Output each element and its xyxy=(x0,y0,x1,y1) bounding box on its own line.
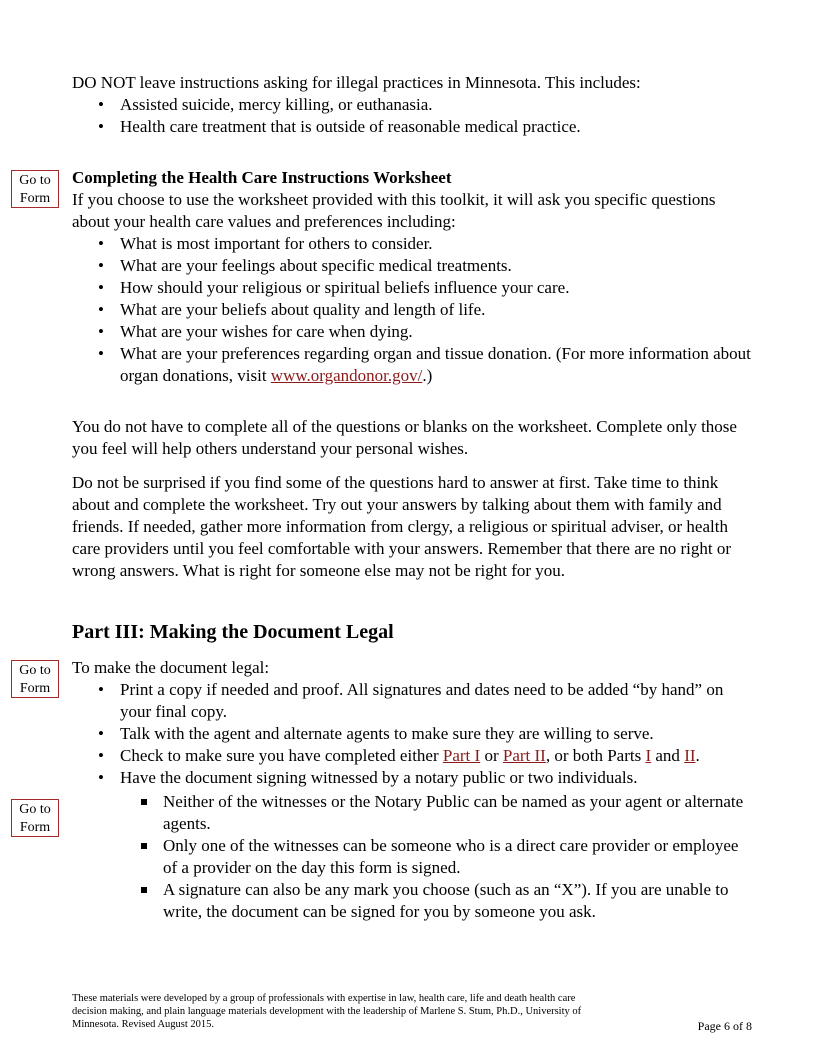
list-item: • Talk with the agent and alternate agents to make sure they are willing to serve. xyxy=(72,723,752,745)
go-to-form-label: Form xyxy=(19,681,51,696)
go-to-form-button[interactable] xyxy=(11,799,59,837)
list-item: • What are your beliefs about quality and length of life. xyxy=(72,299,752,321)
part-1-short-link[interactable]: I xyxy=(645,746,652,765)
list-item xyxy=(72,745,752,767)
list-item: • Assisted suicide, mercy killing, or euthanasia. xyxy=(72,94,752,116)
part-3-list xyxy=(72,679,752,789)
organ-donation-text: What are your preferences regarding organ and tissue donation. (For more information about organ donations, visit xyxy=(120,344,751,385)
list-item: • Have the document signing witnessed by a notary public or two individuals. xyxy=(72,767,752,789)
worksheet-section xyxy=(72,167,752,387)
worksheet-heading: Completing the Health Care Instructions Worksheet xyxy=(72,168,452,187)
part-3-heading: Part III: Making the Document Legal xyxy=(72,621,394,643)
witness-rules-list xyxy=(72,791,752,923)
list-item: • Health care treatment that is outside of reasonable medical practice. xyxy=(72,116,752,138)
go-to-form-label: Go to xyxy=(19,802,51,817)
organdonor-link[interactable]: www.organdonor.gov/ xyxy=(270,366,423,385)
go-to-form-label: Go to xyxy=(19,173,51,188)
list-item: A signature can also be any mark you choose (such as an “X”). If you are unable to write, the document can be signed for you by someone you ask. xyxy=(72,879,752,923)
part-3-lead: To make the document legal: xyxy=(72,658,270,677)
part-2-link[interactable]: Part II xyxy=(502,746,546,765)
footer-credits: These materials were developed by a group of professionals with expertise in law, health care, life and death health care decision making, and plain language materials development with the leadership of Marlene S. Stum, Ph.D., University of Minnesota. Revised August 2015. xyxy=(72,993,582,1030)
list-item: • Print a copy if needed and proof. All signatures and dates need to be added “by hand” on your final copy. xyxy=(72,679,752,723)
worksheet-para-1: You do not have to complete all of the questions or blanks on the worksheet. Complete only those you feel will help others understand your personal wishes. xyxy=(72,417,737,458)
go-to-form-label: Form xyxy=(19,820,51,835)
part-2-short-link[interactable]: II xyxy=(684,746,696,765)
list-item: • What are your wishes for care when dying. xyxy=(72,321,752,343)
worksheet-list xyxy=(72,233,752,387)
part-1-link[interactable]: Part I xyxy=(442,746,481,765)
check-parts-text-or: or xyxy=(480,746,503,765)
part-3-section xyxy=(72,657,752,923)
go-to-form-button[interactable] xyxy=(11,170,59,208)
check-parts-text-both: , or both Parts xyxy=(545,746,646,765)
list-item: • What are your feelings about specific medical treatments. xyxy=(72,255,752,277)
go-to-form-label: Go to xyxy=(19,663,51,678)
illegal-practices-list xyxy=(72,94,752,138)
list-item: Only one of the witnesses can be someone who is a direct care provider or employee of a provider on the day this form is signed. xyxy=(72,835,752,879)
go-to-form-button[interactable] xyxy=(11,660,59,698)
worksheet-para-2: Do not be surprised if you find some of the questions hard to answer at first. Take time to think about and complete the worksheet. Try out your answers by talking about them with family and friends. If needed, gather more information from clergy, a religious or spiritual adviser, or health care providers until you feel comfortable with your answers. Remember that there are no right or wrong answers. What is right for someone else may not be right for you. xyxy=(72,473,731,580)
worksheet-lead: If you choose to use the worksheet provided with this toolkit, it will ask you specific questions about your health care values and preferences including: xyxy=(72,190,716,231)
go-to-form-label: Form xyxy=(19,191,51,206)
illegal-practices-section xyxy=(72,72,752,138)
page-number: Page 6 of 8 xyxy=(697,1019,752,1033)
list-item: • What is most important for others to consider. xyxy=(72,233,752,255)
list-item xyxy=(72,343,752,387)
illegal-practices-lead: DO NOT leave instructions asking for illegal practices in Minnesota. This includes: xyxy=(72,73,641,92)
list-item: • How should your religious or spiritual beliefs influence your care. xyxy=(72,277,752,299)
check-parts-text-end: . xyxy=(695,746,700,765)
check-parts-text: Check to make sure you have completed either xyxy=(120,746,443,765)
organ-donation-text-end: .) xyxy=(422,366,433,385)
check-parts-text-and: and xyxy=(651,746,685,765)
list-item: Neither of the witnesses or the Notary Public can be named as your agent or alternate agents. xyxy=(72,791,752,835)
